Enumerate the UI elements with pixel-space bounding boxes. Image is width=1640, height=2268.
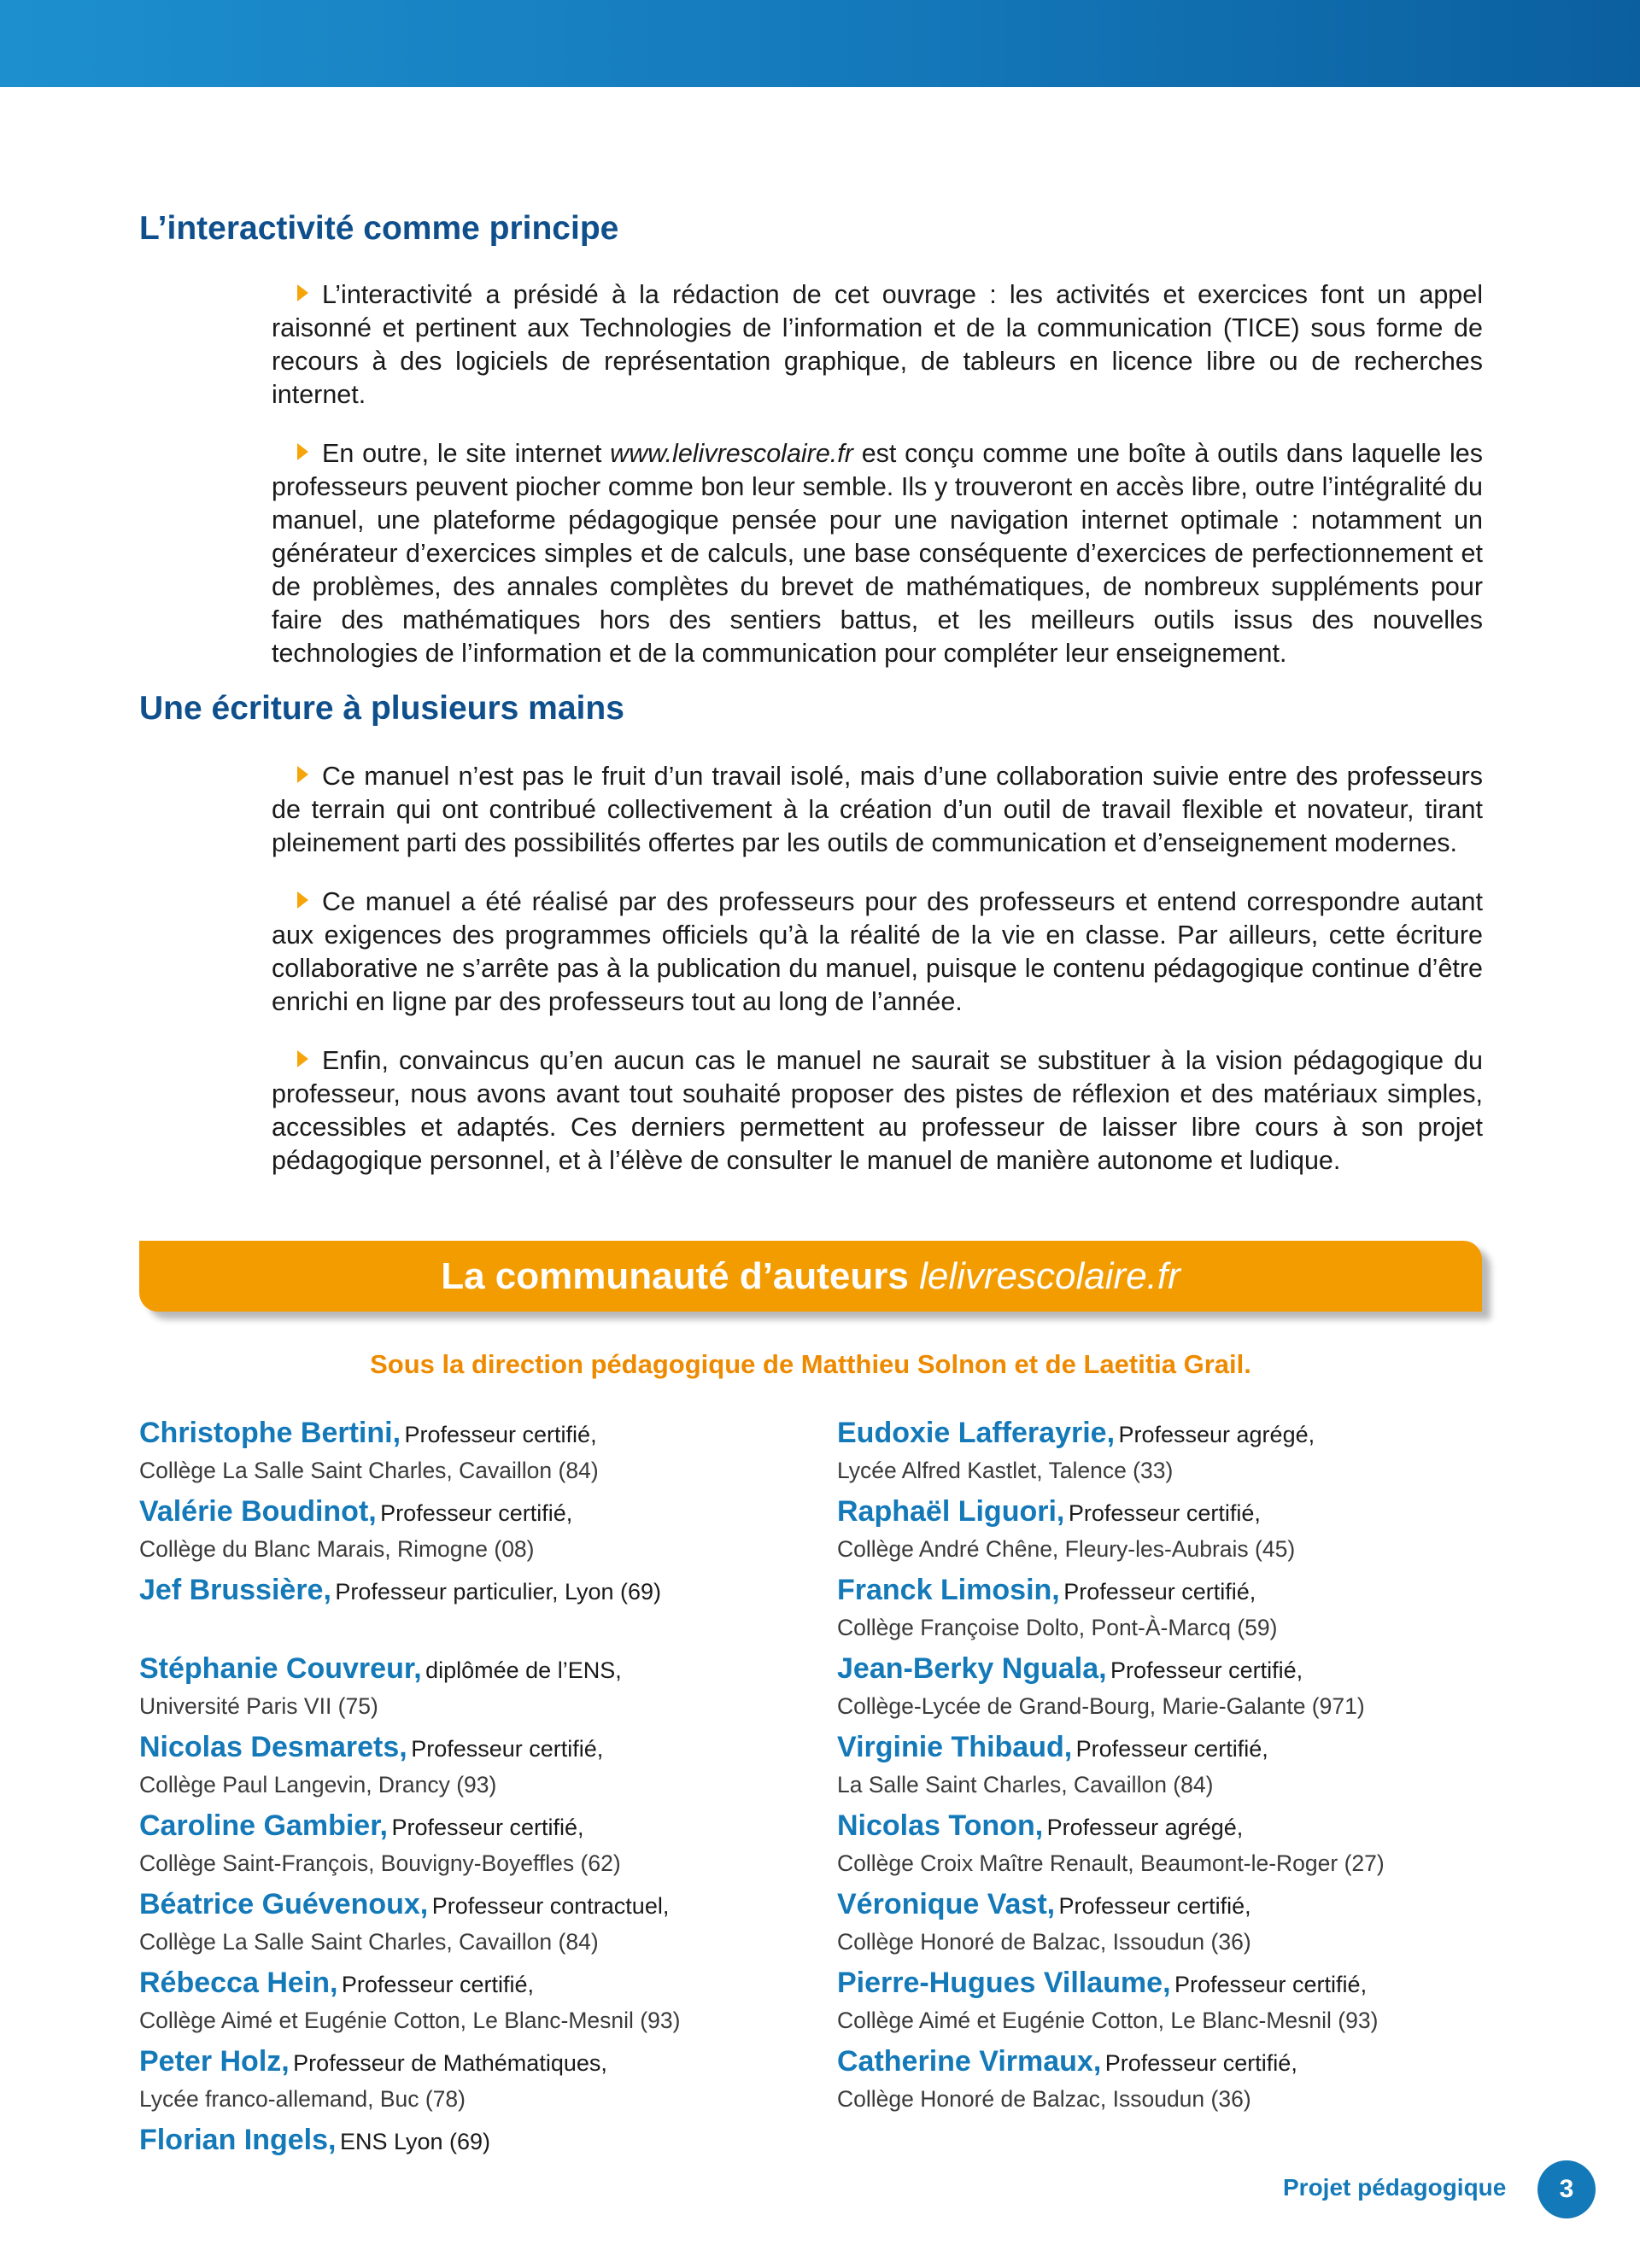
author-name: Stéphanie Couvreur, [139,1652,422,1685]
pedagogical-direction: Sous la direction pédagogique de Matthieu Solnon et de Laetitia Grail. [370,1349,1251,1379]
author-role: Professeur certifié, [1104,2050,1297,2076]
author-name: Eudoxie Lafferayrie, [837,1417,1116,1449]
author-role: ENS Lyon (69) [339,2129,491,2154]
author-entry [837,1730,1385,1809]
author-entry [139,1416,680,1494]
author-name: Véronique Vast, [837,1888,1056,1920]
author-school: Collège Paul Langevin, Drancy (93) [139,1772,497,1797]
author-school: Université Paris VII (75) [139,1693,378,1719]
authors-list-right [837,1416,1385,2123]
author-name: Florian Ingels, [139,2124,337,2156]
author-entry [837,1416,1385,1494]
author-entry [837,1809,1385,1887]
author-role: Professeur agrégé, [1118,1422,1315,1447]
author-role: Professeur certifié, [404,1422,597,1447]
author-school: Collège Aimé et Eugénie Cotton, Le Blanc-Mesnil (93) [837,2008,1379,2033]
author-role: Professeur particulier, Lyon (69) [335,1579,662,1605]
section-ecriture-body [272,760,1483,1178]
banner-site-name: lelivrescolaire.fr [919,1254,1180,1297]
author-entry [139,2044,680,2123]
bullet-arrow-icon [297,891,308,909]
author-school: Lycée Alfred Kastlet, Talence (33) [837,1458,1174,1483]
author-entry [139,1651,680,1730]
author-name: Catherine Virmaux, [837,2045,1102,2078]
footer-section-label: Projet pédagogique [1283,2174,1507,2201]
author-entry [139,2123,680,2201]
author-name: Christophe Bertini, [139,1417,401,1449]
paragraph: Ce manuel n’est pas le fruit d’un travail isolé, mais d’une collaboration suivie entre des professeurs de terrain qui ont contribué collectivement à la création d’un outil de travail flexible et novateur, tirant pleinement parti des possibilités offertes par les outils de communication et d’enseignement modernes. [272,762,1483,857]
author-name: Caroline Gambier, [139,1809,388,1842]
author-name: Virginie Thibaud, [837,1731,1073,1763]
author-role: Professeur certifié, [1075,1736,1268,1762]
author-school: La Salle Saint Charles, Cavaillon (84) [837,1772,1214,1797]
author-name: Jean-Berky Nguala, [837,1652,1107,1685]
author-name: Nicolas Desmarets, [139,1731,407,1763]
section-heading-interactivite: L’interactivité comme principe [139,210,619,247]
author-role: Professeur certifié, [1174,1972,1368,1997]
author-role: diplômée de l’ENS, [425,1657,622,1683]
site-url-link[interactable]: www.lelivrescolaire.fr [610,439,853,468]
author-school: Collège Saint-François, Bouvigny-Boyeffles (62) [139,1850,621,1876]
banner-title: La communauté d’auteurs lelivrescolaire.fr [441,1254,1180,1297]
author-role: Professeur certifié, [380,1500,573,1526]
author-entry [837,1573,1385,1651]
author-school: Collège André Chêne, Fleury-les-Aubrais (45) [837,1536,1296,1562]
paragraph: L’interactivité a présidé à la rédaction de cet ouvrage : les activités et exercices font un appel raisonné et pertinent aux Technologies de l’information et de la communication (TICE) sous forme de recours à des logiciels de représentation graphique, de tableurs en licence libre ou de recherches internet. [272,280,1483,409]
paragraph: Ce manuel a été réalisé par des professeurs pour des professeurs et entend correspondre autant aux exigences des programmes officiels qu’à la réalité de la vie en classe. Par ailleurs, cette écriture collaborative ne s’arrête pas à la publication du manuel, puisque le contenu pédagogique continue d’être enrichi en ligne par des professeurs tout au long de l’année. [272,887,1483,1016]
author-school: Collège Honoré de Balzac, Issoudun (36) [837,1929,1251,1955]
authors-list-left [139,1416,680,2201]
author-name: Béatrice Guévenoux, [139,1888,429,1920]
author-school: Lycée franco-allemand, Buc (78) [139,2086,466,2112]
author-school: Collège La Salle Saint Charles, Cavaillon (84) [139,1458,599,1483]
author-entry [837,1651,1385,1730]
page-number-badge: 3 [1538,2160,1596,2218]
author-entry [139,1966,680,2044]
author-role: Professeur certifié, [1058,1893,1251,1919]
author-name: Valérie Boudinot, [139,1495,377,1528]
author-role: Professeur certifié, [391,1815,584,1840]
bullet-arrow-icon [297,766,308,783]
author-name: Franck Limosin, [837,1574,1060,1606]
author-role: Professeur agrégé, [1046,1815,1244,1840]
author-name: Jef Brussière, [139,1574,331,1606]
author-entry [139,1887,680,1966]
author-school: Collège-Lycée de Grand-Bourg, Marie-Galante (971) [837,1693,1365,1719]
author-entry [139,1809,680,1887]
bullet-arrow-icon [297,443,308,460]
author-name: Raphaël Liguori, [837,1495,1065,1528]
author-role: Professeur contractuel, [431,1893,670,1919]
author-role: Professeur certifié, [411,1736,604,1762]
author-role: Professeur certifié, [1063,1579,1256,1605]
author-entry [139,1494,680,1573]
author-name: Rébecca Hein, [139,1967,338,1999]
paragraph: Enfin, convaincus qu’en aucun cas le manuel ne saurait se substituer à la vision pédagogique du professeur, nous avons avant tout souhaité proposer des pistes de réflexion et des matériaux simples, accessibles et adaptés. Ces derniers permettent au professeur de laisser libre cours à son projet pédagogique personnel, et à l’élève de consulter le manuel de manière autonome et ludique. [272,1046,1483,1175]
top-header-band [0,0,1640,87]
section-heading-ecriture: Une écriture à plusieurs mains [139,690,624,727]
author-role: Professeur de Mathématiques, [293,2050,607,2076]
author-school: Collège Aimé et Eugénie Cotton, Le Blanc-Mesnil (93) [139,2008,681,2033]
author-entry [837,1887,1385,1966]
author-school: Collège du Blanc Marais, Rimogne (08) [139,1536,535,1562]
author-entry [139,1573,680,1651]
section-interactivite-body [272,278,1483,670]
author-role: Professeur certifié, [1068,1500,1261,1526]
author-school: Collège La Salle Saint Charles, Cavaillon (84) [139,1929,599,1955]
bullet-arrow-icon [297,1050,308,1067]
author-school: Collège Françoise Dolto, Pont-À-Marcq (59) [837,1615,1278,1640]
author-entry [139,1730,680,1809]
authors-community-banner [139,1241,1482,1312]
author-entry [837,1966,1385,2044]
author-role: Professeur certifié, [1110,1657,1303,1683]
author-entry [837,1494,1385,1573]
author-name: Pierre-Hugues Villaume, [837,1967,1171,1999]
paragraph: En outre, le site internet www.lelivrescolaire.fr est conçu comme une boîte à outils dans laquelle les professeurs peuvent piocher comme bon leur semble. Ils y trouveront en accès libre, outre l’intégralité du manuel, une plateforme pédagogique pensée pour une navigation internet optimale : notamment un générateur d’exercices simples et de calculs, une base conséquente d’exercices de perfectionnement et de problèmes, des annales complètes du brevet de mathématiques, de nombreux suppléments pour faire des mathématiques hors des sentiers battus, et les meilleurs outils issus des nouvelles technologies de l’information et de la communication pour compléter leur enseignement. [272,439,1483,668]
bullet-arrow-icon [297,284,308,301]
author-school: Collège Croix Maître Renault, Beaumont-le-Roger (27) [837,1850,1385,1876]
author-name: Peter Holz, [139,2045,290,2078]
author-entry [837,2044,1385,2123]
author-school: Collège Honoré de Balzac, Issoudun (36) [837,2086,1251,2112]
author-name: Nicolas Tonon, [837,1809,1044,1842]
author-role: Professeur certifié, [341,1972,534,1997]
